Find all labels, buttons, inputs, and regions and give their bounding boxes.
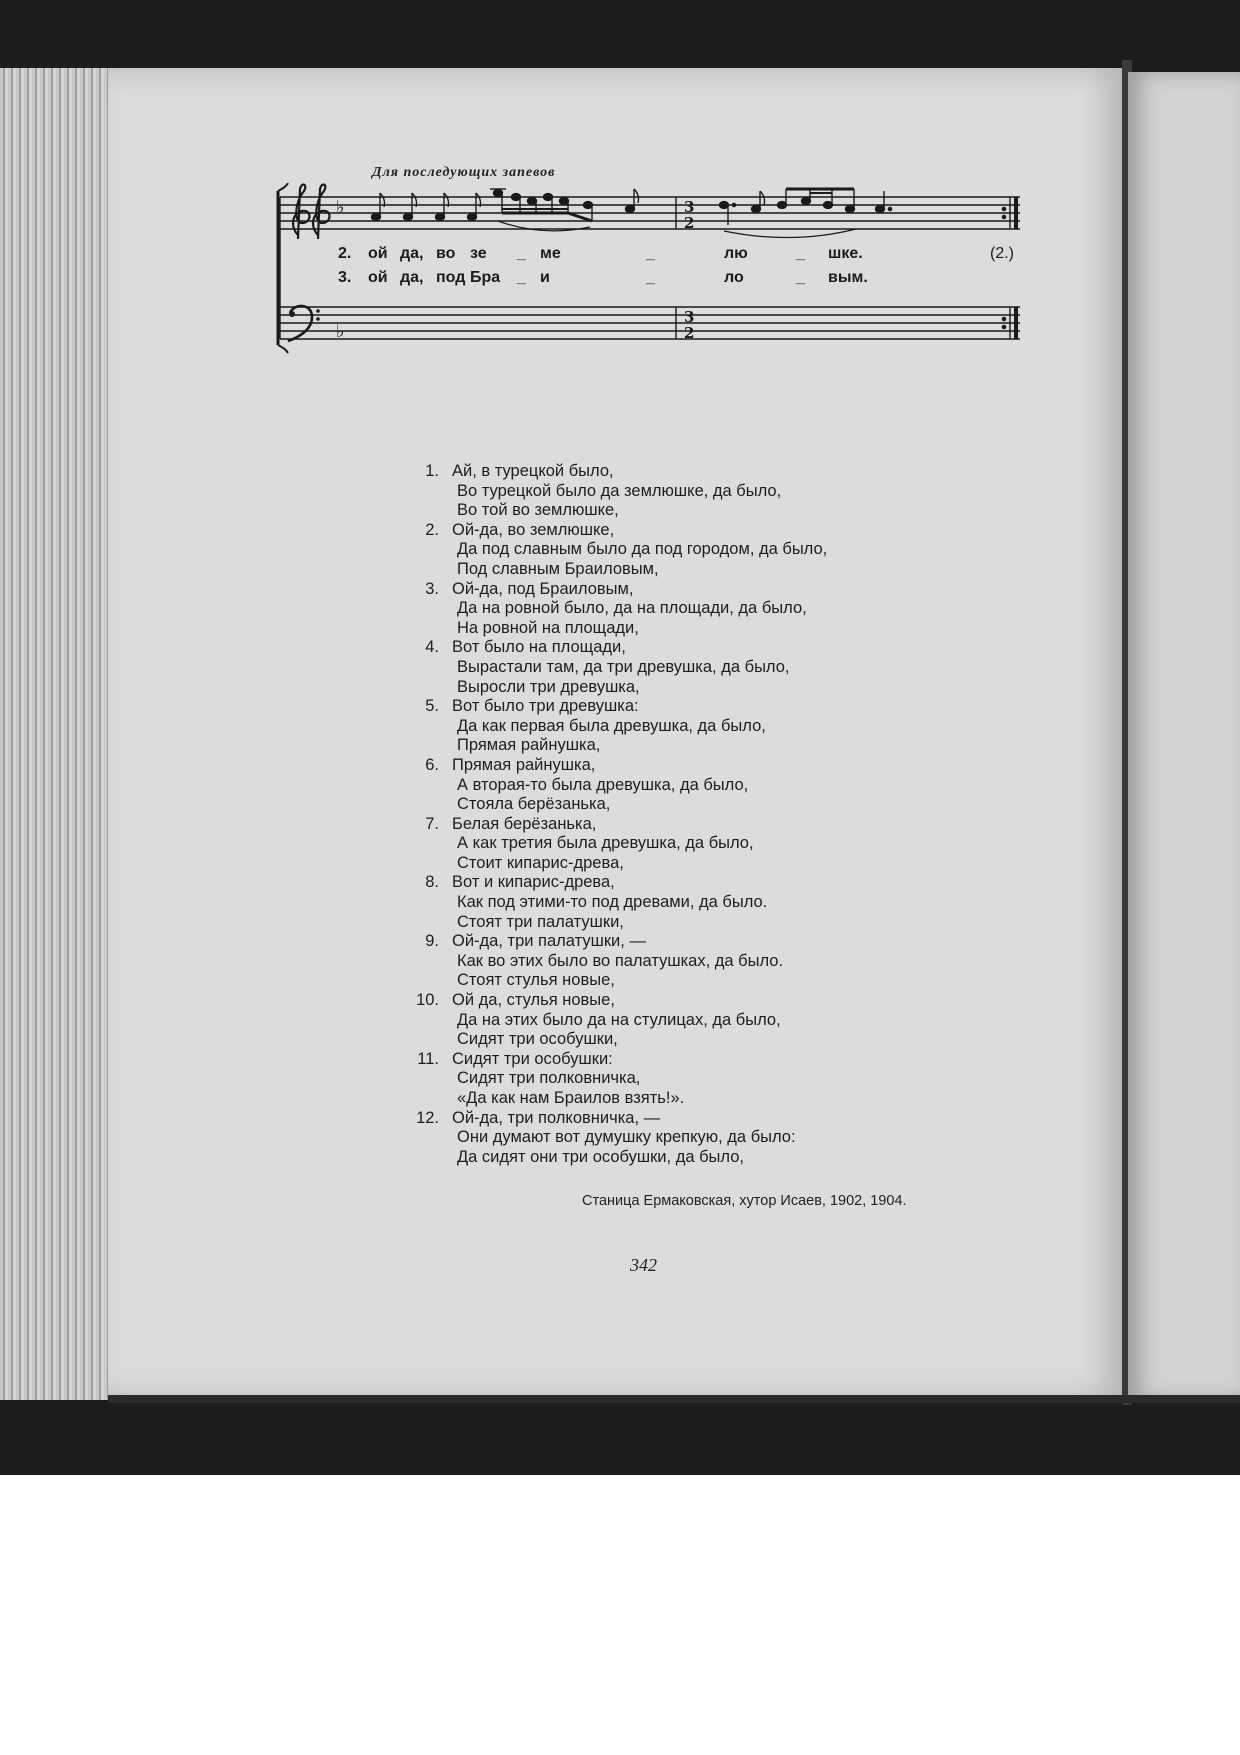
verse-text: А как третия была древушка, да было, xyxy=(457,834,754,853)
verse-text: Стоит кипарис-древа, xyxy=(457,853,624,872)
verse-number: 10. xyxy=(416,991,439,1010)
verse-line xyxy=(405,1109,965,1129)
lyric-line xyxy=(272,245,1032,265)
flat-icon: ♭ xyxy=(336,321,345,342)
verse-number: 5. xyxy=(425,697,439,716)
lyric-syllable: да, xyxy=(400,269,424,286)
verse-text: Вот и кипарис-древа, xyxy=(452,873,615,892)
verse-line xyxy=(405,854,965,874)
verse-line xyxy=(405,873,965,893)
verse-number: 11. xyxy=(417,1049,439,1068)
lyric-syllable: _ xyxy=(646,269,655,286)
verse-line xyxy=(405,971,965,991)
verse-number: 8. xyxy=(425,873,439,892)
verse-text: Они думают вот думушку крепкую, да было: xyxy=(457,1128,796,1147)
lyric-syllable: ой xyxy=(368,245,388,262)
verse-line xyxy=(405,756,965,776)
verse-line xyxy=(405,580,965,600)
verse-number: 9. xyxy=(425,932,439,951)
lyric-line-label: 2. xyxy=(338,245,352,262)
verse-line xyxy=(405,1128,965,1148)
lyric-line xyxy=(272,269,1032,289)
verse-text: Под славным Браиловым, xyxy=(457,559,659,578)
lyric-syllable: вым. xyxy=(828,269,868,286)
verse-line xyxy=(405,932,965,952)
verse-line xyxy=(405,462,965,482)
page-edges xyxy=(0,68,112,1400)
verse-line xyxy=(405,619,965,639)
verse-number: 3. xyxy=(425,579,439,598)
verse-line xyxy=(405,736,965,756)
verse-text: Да сидят они три особушки, да было, xyxy=(457,1147,744,1166)
verse-text: Ой-да, три полковничка, — xyxy=(452,1108,661,1127)
verse-line xyxy=(405,717,965,737)
verse-line xyxy=(405,1069,965,1089)
verse-line xyxy=(405,913,965,933)
svg-text:2: 2 xyxy=(684,324,695,342)
book-bottom-edge xyxy=(108,1395,1240,1403)
lyric-syllable: _ xyxy=(517,269,526,286)
facing-page xyxy=(1128,72,1240,1400)
verse-text: Прямая райнушка, xyxy=(452,755,596,774)
flat-icon: ♭ xyxy=(336,197,345,218)
verse-line xyxy=(405,501,965,521)
verse-line xyxy=(405,1148,965,1168)
verse-text: А вторая-то была древушка, да было, xyxy=(457,775,749,794)
lyric-line-label: 3. xyxy=(338,269,352,286)
verse-line xyxy=(405,638,965,658)
verse-text: Да на этих было да на стулицах, да было, xyxy=(457,1010,781,1029)
verse-line xyxy=(405,834,965,854)
verse-line xyxy=(405,521,965,541)
verse-number: 2. xyxy=(425,520,439,539)
verse-number: 6. xyxy=(425,755,439,774)
lyric-syllable: да, xyxy=(400,245,424,262)
verse-text: Сидят три полковничка, xyxy=(457,1069,641,1088)
lyric-syllable: лю xyxy=(724,245,748,262)
lyric-syllable: под xyxy=(436,269,466,286)
verse-number: 1. xyxy=(425,462,439,480)
verse-line xyxy=(405,1050,965,1070)
verse-text: Вот было на площади, xyxy=(452,638,626,657)
lyric-syllable: _ xyxy=(796,245,805,262)
lyric-syllable: ло xyxy=(724,269,744,286)
verse-text: Белая берёзанька, xyxy=(452,814,597,833)
verse-text: Вот было три древушка: xyxy=(452,697,639,716)
lyric-syllable: _ xyxy=(796,269,805,286)
verse-text: Да как первая была древушка, да было, xyxy=(457,716,766,735)
verse-text: Стояла берёзанька, xyxy=(457,795,611,814)
lyric-syllable: во xyxy=(436,245,456,262)
verse-text: Ой да, стулья новые, xyxy=(452,991,615,1010)
verse-text: Как во этих было во палатушках, да было. xyxy=(457,951,784,970)
verse-list xyxy=(405,462,965,1167)
verse-line xyxy=(405,540,965,560)
verse-line xyxy=(405,1030,965,1050)
verse-line xyxy=(405,815,965,835)
verse-text: «Да как нам Браилов взять!». xyxy=(457,1089,685,1107)
verse-text: Ой-да, во землюшке, xyxy=(452,520,615,539)
verse-text: Выросли три древушка, xyxy=(457,677,640,696)
verse-text: Вырастали там, да три древушка, да было, xyxy=(457,657,790,676)
verse-line xyxy=(405,893,965,913)
verse-text: Во турецкой было да землюшке, да было, xyxy=(457,481,782,500)
verse-text: Сидят три особушки: xyxy=(452,1049,613,1068)
svg-text:3: 3 xyxy=(684,308,695,326)
verse-text: Ой-да, три палатушки, — xyxy=(452,932,646,951)
lyric-syllable: Бра xyxy=(470,269,501,286)
verse-number: 12. xyxy=(416,1108,439,1127)
verse-number: 7. xyxy=(425,814,439,833)
verse-line xyxy=(405,952,965,972)
verse-line xyxy=(405,678,965,698)
verse-text: Ай, в турецкой было, xyxy=(452,462,614,480)
lyric-syllable: _ xyxy=(517,245,526,262)
verse-line xyxy=(405,482,965,502)
verse-line xyxy=(405,776,965,796)
source-note: Станица Ермаковская, хутор Исаев, 1902, 1904. xyxy=(582,1193,907,1209)
lyric-syllable: _ xyxy=(646,245,655,262)
verse-text: Ой-да, под Браиловым, xyxy=(452,579,634,598)
verse-text: Да на ровной было, да на площади, да было, xyxy=(457,599,807,618)
verse-text: Как под этими-то под древами, да было. xyxy=(457,893,768,912)
verse-text: Сидят три особушки, xyxy=(457,1030,618,1049)
verse-text: Да под славным было да под городом, да было, xyxy=(457,540,828,559)
verse-number: 4. xyxy=(425,638,439,657)
bass-staff xyxy=(280,307,1020,339)
verse-text: Стоят стулья новые, xyxy=(457,971,615,990)
lyric-end-mark: (2.) xyxy=(990,245,1014,262)
lyric-syllable: ме xyxy=(540,245,561,262)
verse-line xyxy=(405,560,965,580)
verse-line xyxy=(405,658,965,678)
treble-clef-icon xyxy=(293,185,329,239)
lyric-syllable: зе xyxy=(470,245,487,262)
treble-staff xyxy=(280,197,1020,229)
verse-line xyxy=(405,795,965,815)
verse-text: Прямая райнушка, xyxy=(457,736,601,755)
verse-line xyxy=(405,991,965,1011)
svg-text:2: 2 xyxy=(684,214,695,232)
page-number: 342 xyxy=(630,1255,657,1275)
verse-text: На ровной на площади, xyxy=(457,618,639,637)
lyric-syllable: ой xyxy=(368,269,388,286)
verse-text: Стоят три палатушки, xyxy=(457,912,624,931)
score-heading: Для последующих запевов xyxy=(372,165,556,180)
verse-line xyxy=(405,1089,965,1109)
final-barline xyxy=(1002,197,1016,339)
verse-line xyxy=(405,1011,965,1031)
verse-text: Во той во землюшке, xyxy=(457,501,619,520)
svg-text:3: 3 xyxy=(684,198,695,216)
music-score xyxy=(272,165,1032,375)
verse-line xyxy=(405,697,965,717)
lyric-syllable: и xyxy=(540,269,550,286)
verse-line xyxy=(405,599,965,619)
lyric-syllable: шке. xyxy=(828,245,863,262)
